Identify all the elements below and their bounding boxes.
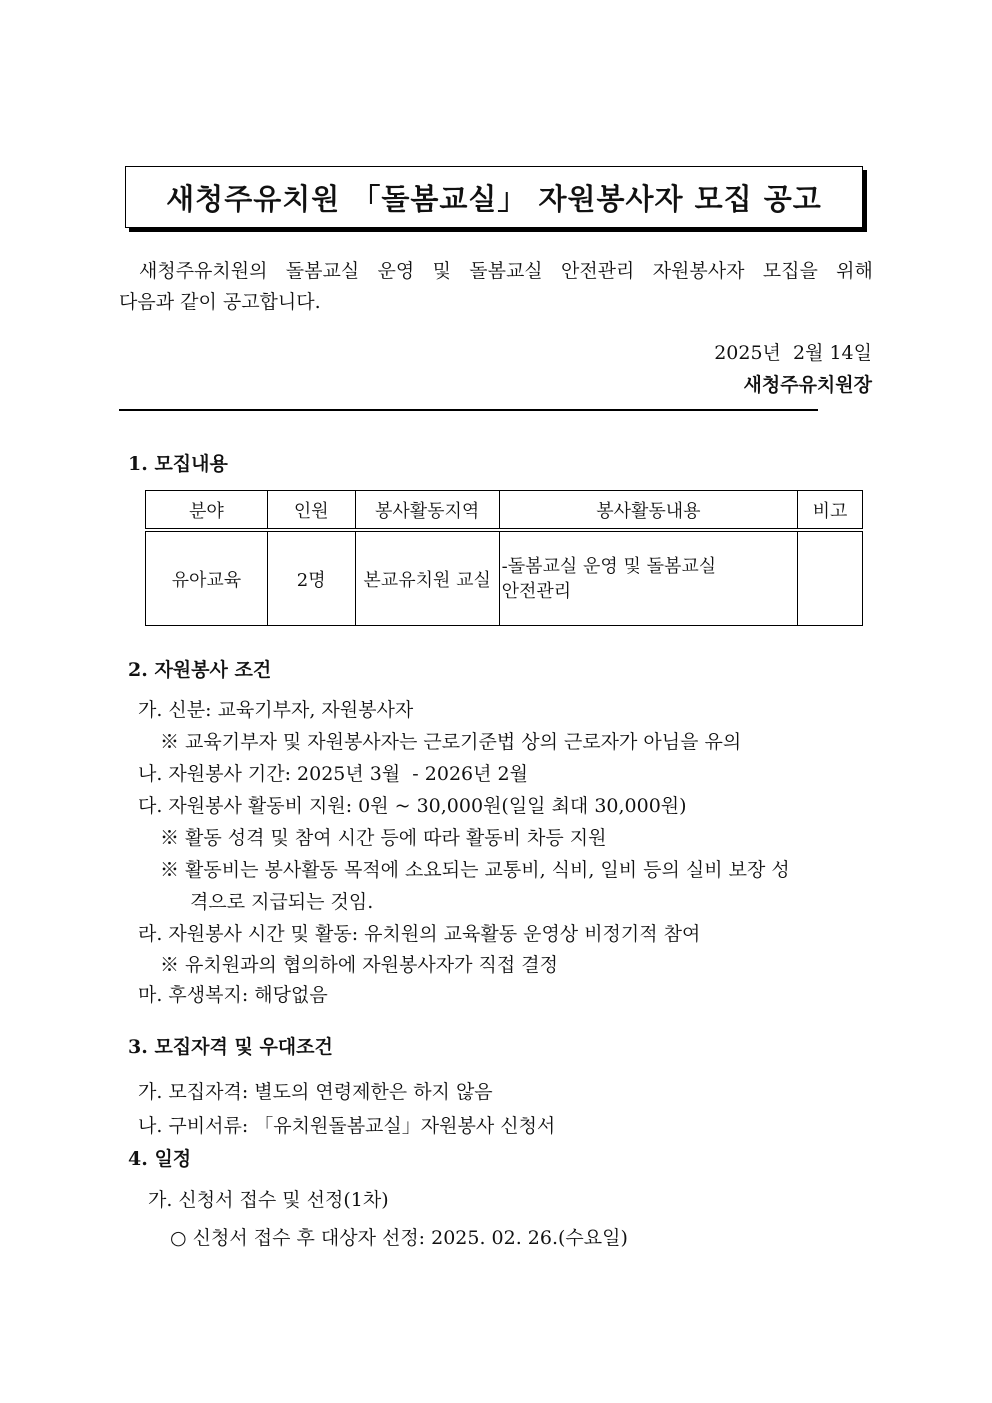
section-2-heading: 2. 자원봉사 조건 [128,659,272,681]
intro-word: 운영 [377,260,415,282]
cell-content-line-1: -돌봄교실 운영 및 돌봄교실 [501,555,717,577]
condition-item: 다. 자원봉사 활동비 지원: 0원 ~ 30,000원(일일 최대 30,000원) [138,795,687,817]
organization-name: 새청주유치원장 [743,374,872,396]
cell-field: 유아교육 [146,530,268,626]
intro-word: 안전관리 [560,260,635,282]
intro-word: 새청주유치원의 [139,260,268,282]
condition-note: ※ 교육기부자 및 자원봉사자는 근로기준법 상의 근로자가 아님을 유의 [160,731,742,753]
divider-line [119,409,818,411]
cell-content-line-2: 안전관리 [501,580,572,602]
section-3-heading: 3. 모집자격 및 우대조건 [128,1036,333,1058]
cell-content [499,530,797,626]
qualification-item: 나. 구비서류: 「유치원돌봄교실」자원봉사 신청서 [138,1115,556,1137]
condition-note: ※ 활동 성격 및 참여 시간 등에 따라 활동비 차등 지원 [160,827,607,849]
schedule-detail: ○ 신청서 접수 후 대상자 선정: 2025. 02. 26.(수요일) [170,1227,628,1249]
condition-item: 가. 신분: 교육기부자, 자원봉사자 [138,699,414,721]
schedule-item: 가. 신청서 접수 및 선정(1차) [148,1189,389,1211]
condition-note-continuation: 격으로 지급되는 것임. [190,891,374,913]
page-title-text: 새청주유치원 「돌봄교실」 자원봉사자 모집 공고 [166,181,822,216]
table-row [146,530,863,626]
recruit-table [145,490,863,626]
table-header-row [146,491,863,531]
page-title [125,166,863,228]
header-count: 인원 [267,491,355,531]
intro-paragraph [119,256,873,318]
intro-word: 돌봄교실 [285,260,360,282]
intro-word: 및 [432,260,451,282]
condition-note: ※ 활동비는 봉사활동 목적에 소요되는 교통비, 식비, 일비 등의 실비 보장 성 [160,859,790,881]
intro-word: 위해 [836,260,873,282]
cell-count: 2명 [267,530,355,626]
notice-date: 2025년 2월 14일 [714,342,872,364]
intro-word: 자원봉사자 [652,260,745,282]
qualification-item: 가. 모집자격: 별도의 연령제한은 하지 않음 [138,1081,493,1103]
intro-line-1 [119,256,873,287]
cell-note [798,530,863,626]
condition-note: ※ 유치원과의 협의하에 자원봉사자가 직접 결정 [160,954,558,976]
intro-word: 돌봄교실 [469,260,543,282]
condition-item: 라. 자원봉사 시간 및 활동: 유치원의 교육활동 운영상 비정기적 참여 [138,923,701,945]
section-1-heading: 1. 모집내용 [128,453,228,475]
header-area: 봉사활동지역 [355,491,499,531]
condition-item: 마. 후생복지: 해당없음 [138,984,328,1006]
condition-item: 나. 자원봉사 기간: 2025년 3월 - 2026년 2월 [138,763,528,785]
header-content: 봉사활동내용 [499,491,797,531]
header-field: 분야 [146,491,268,531]
intro-word: 모집을 [762,260,818,282]
cell-area: 본교유치원 교실 [355,530,499,626]
section-4-heading: 4. 일정 [128,1148,192,1170]
header-note: 비고 [798,491,863,531]
intro-line-2: 다음과 같이 공고합니다. [119,291,321,313]
